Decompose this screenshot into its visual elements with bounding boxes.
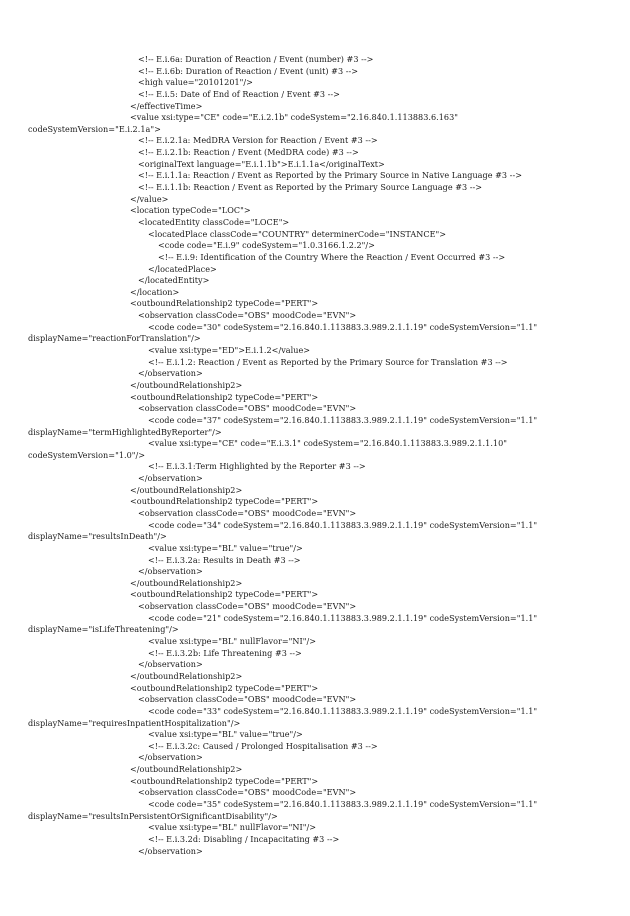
code-line: <high value="20101201"/> bbox=[138, 77, 253, 88]
code-line: <value xsi:type="CE" code="E.i.3.1" codeSystem="2.16.840.1.113883.3.989.2.1.1.10" bbox=[148, 438, 507, 449]
code-line: </effectiveTime> bbox=[130, 100, 203, 111]
code-line: <location typeCode="LOC"> bbox=[130, 205, 251, 216]
code-line: </outboundRelationship2> bbox=[130, 379, 243, 390]
code-line: <!-- E.i.1.1b: Reaction / Event as Reported by the Primary Source Language #3 --> bbox=[138, 182, 483, 193]
code-line: <code code="E.i.9" codeSystem="1.0.3166.1.2.2"/> bbox=[158, 240, 375, 251]
code-line: </outboundRelationship2> bbox=[130, 484, 243, 495]
code-line: <outboundRelationship2 typeCode="PERT"> bbox=[130, 589, 319, 600]
code-line: <observation classCode="OBS" moodCode="EVN"> bbox=[138, 507, 357, 518]
code-line: displayName="requiresInpatientHospitalization"/> bbox=[28, 717, 241, 728]
code-line: codeSystemVersion="1.0"/> bbox=[28, 449, 146, 460]
code-line: displayName="termHighlightedByReporter"/> bbox=[28, 426, 222, 437]
code-line: <code code="30" codeSystem="2.16.840.1.113883.3.989.2.1.1.19" codeSystemVersion="1.1" bbox=[148, 321, 538, 332]
code-line: <!-- E.i.1.1a: Reaction / Event as Reported by the Primary Source in Native Language #3 --> bbox=[138, 170, 522, 181]
code-line: <!-- E.i.9: Identification of the Country Where the Reaction / Event Occurred #3 --> bbox=[158, 251, 506, 262]
code-line: codeSystemVersion="E.i.2.1a"> bbox=[28, 123, 161, 134]
code-line: <code code="21" codeSystem="2.16.840.1.113883.3.989.2.1.1.19" codeSystemVersion="1.1" bbox=[148, 612, 538, 623]
code-line: <!-- E.i.3.2b: Life Threatening #3 --> bbox=[148, 647, 302, 658]
code-line: <value xsi:type="BL" nullFlavor="NI"/> bbox=[148, 636, 317, 647]
code-line: <value xsi:type="BL" value="true"/> bbox=[148, 542, 303, 553]
code-line: </observation> bbox=[138, 845, 203, 856]
code-line: <code code="34" codeSystem="2.16.840.1.113883.3.989.2.1.1.19" codeSystemVersion="1.1" bbox=[148, 519, 538, 530]
code-line: <outboundRelationship2 typeCode="PERT"> bbox=[130, 775, 319, 786]
code-line: <observation classCode="OBS" moodCode="EVN"> bbox=[138, 601, 357, 612]
code-line: <observation classCode="OBS" moodCode="EVN"> bbox=[138, 694, 357, 705]
code-line: <observation classCode="OBS" moodCode="EVN"> bbox=[138, 310, 357, 321]
code-line: <value xsi:type="BL" value="true"/> bbox=[148, 729, 303, 740]
code-line: <outboundRelationship2 typeCode="PERT"> bbox=[130, 496, 319, 507]
code-line: <observation classCode="OBS" moodCode="EVN"> bbox=[138, 403, 357, 414]
code-line: <!-- E.i.6b: Duration of Reaction / Event (unit) #3 --> bbox=[138, 65, 359, 76]
code-line: <!-- E.i.3.2a: Results in Death #3 --> bbox=[148, 554, 301, 565]
code-line: </observation> bbox=[138, 368, 203, 379]
code-line: <outboundRelationship2 typeCode="PERT"> bbox=[130, 391, 319, 402]
code-line: </value> bbox=[130, 193, 169, 204]
code-line: <code code="35" codeSystem="2.16.840.1.113883.3.989.2.1.1.19" codeSystemVersion="1.1" bbox=[148, 799, 538, 809]
code-line: <locatedPlace classCode="COUNTRY" determinerCode="INSTANCE"> bbox=[148, 228, 447, 239]
code-line: <!-- E.i.3.2d: Disabling / Incapacitating #3 --> bbox=[148, 833, 340, 844]
code-line: <!-- E.i.5: Date of End of Reaction / Event #3 --> bbox=[138, 88, 340, 99]
code-line: <outboundRelationship2 typeCode="PERT"> bbox=[130, 298, 319, 309]
code-line: <value xsi:type="BL" nullFlavor="NI"/> bbox=[148, 822, 317, 833]
code-line: </observation> bbox=[138, 566, 203, 577]
code-line: <!-- E.i.3.2c: Caused / Prolonged Hospitalisation #3 --> bbox=[148, 740, 378, 751]
code-line: <!-- E.i.2.1b: Reaction / Event (MedDRA code) #3 --> bbox=[138, 147, 359, 158]
code-line: </outboundRelationship2> bbox=[130, 670, 243, 681]
code-line: displayName="resultsInPersistentOrSignificantDisability"/> bbox=[28, 810, 278, 821]
code-line: <code code="33" codeSystem="2.16.840.1.113883.3.989.2.1.1.19" codeSystemVersion="1.1" bbox=[148, 705, 538, 716]
code-line: <outboundRelationship2 typeCode="PERT"> bbox=[130, 682, 319, 693]
code-line: displayName="reactionForTranslation"/> bbox=[28, 333, 201, 344]
code-line: displayName="isLifeThreatening"/> bbox=[28, 624, 179, 635]
code-line: <value xsi:type="CE" code="E.i.2.1b" codeSystem="2.16.840.1.113883.6.163" bbox=[130, 112, 458, 123]
code-line: <value xsi:type="ED">E.i.1.2</value> bbox=[148, 345, 311, 356]
code-line: </outboundRelationship2> bbox=[130, 577, 243, 588]
code-line: <code code="37" codeSystem="2.16.840.1.113883.3.989.2.1.1.19" codeSystemVersion="1.1" bbox=[148, 414, 538, 425]
code-line: </outboundRelationship2> bbox=[130, 764, 243, 775]
code-line: </locatedEntity> bbox=[138, 275, 210, 286]
code-line: <!-- E.i.3.1:Term Highlighted by the Reporter #3 --> bbox=[148, 461, 366, 472]
code-line: displayName="resultsInDeath"/> bbox=[28, 531, 167, 542]
code-line: <!-- E.i.2.1a: MedDRA Version for Reaction / Event #3 --> bbox=[138, 135, 378, 146]
code-line: </observation> bbox=[138, 752, 203, 763]
code-line: <observation classCode="OBS" moodCode="EVN"> bbox=[138, 787, 357, 798]
code-line: <originalText language="E.i.1.1b">E.i.1.1a</originalText> bbox=[138, 158, 385, 169]
code-line: </observation> bbox=[138, 659, 203, 670]
code-line: <!-- E.i.1.2: Reaction / Event as Reported by the Primary Source for Translation #3 --> bbox=[148, 356, 508, 367]
code-line: </location> bbox=[130, 286, 180, 297]
code-line: <locatedEntity classCode="LOCE"> bbox=[138, 216, 290, 227]
code-line: <!-- E.i.6a: Duration of Reaction / Event (number) #3 --> bbox=[138, 54, 374, 64]
code-line: </locatedPlace> bbox=[148, 263, 217, 274]
code-line: </observation> bbox=[138, 473, 203, 484]
